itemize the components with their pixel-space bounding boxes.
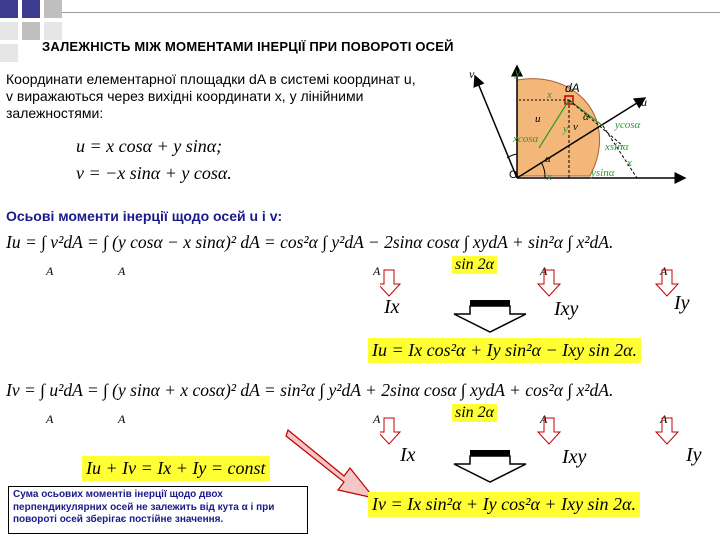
diagram-label: u [535, 113, 541, 125]
decor-square-2 [22, 0, 40, 18]
integral-limit: A [660, 412, 668, 426]
diagram-label: u [641, 95, 647, 109]
diagram-label: v [573, 121, 578, 133]
page-title: ЗАЛЕЖНІСТЬ МІЖ МОМЕНТАМИ ІНЕРЦІЇ ПРИ ПОВОРОТІ ОСЕЙ [42, 39, 454, 54]
sin2a-highlight: sin 2α [452, 404, 497, 422]
section-shape [517, 79, 600, 176]
label-Ixy: Ixy [554, 298, 579, 320]
integral-limit: A [46, 412, 54, 426]
integral-limit: A [540, 264, 548, 278]
intro-text: Координати елементарної площадки dA в системі координат u, v виражаються через вихідні координати x, y лінійними залежностями: [6, 71, 416, 121]
decor-square-6 [44, 22, 62, 40]
result-Iu: Iu = Ix cos²α + Iy sin²α − Ixy sin 2α. [368, 338, 641, 363]
big-down-arrow-2 [440, 450, 540, 484]
diagram-label: α [583, 111, 589, 123]
down-arrows-1 [380, 268, 700, 298]
Iv-equation: Iv = ∫ u²dA = ∫ (y sinα + x cosα)² dA = sin²α ∫ y²dA + 2sinα cosα ∫ xydA + cos²α ∫ x²dA. [6, 380, 614, 400]
integral-limit: A [540, 412, 548, 426]
label-Iy: Iy [686, 444, 702, 466]
decor-square-5 [44, 0, 62, 18]
result-Iv: Iv = Ix sin²α + Iy cos²α + Ixy sin 2α. [368, 492, 640, 517]
diagram-label: ycosα [615, 119, 641, 131]
diagram-label: α [545, 153, 551, 165]
integral-limit: A [373, 412, 381, 426]
rotation-diagram [455, 58, 720, 193]
v-axis [475, 76, 517, 178]
label-Ix: Ix [384, 296, 400, 318]
decor-square-3 [22, 22, 40, 40]
coord-eq-u: u = x cosα + y sinα; [76, 136, 223, 156]
decor-square-1 [0, 0, 18, 18]
Iu-equation: Iu = ∫ v²dA = ∫ (y cosα − x sinα)² dA = cos²α ∫ y²dA − 2sinα cosα ∫ xydA + sin²α ∫ x²dA. [6, 232, 614, 252]
integral-limit: A [118, 264, 126, 278]
label-Iy: Iy [674, 292, 690, 314]
diagram-label: x [547, 171, 552, 183]
diagram-label: y [515, 65, 521, 79]
integral-limit: A [118, 412, 126, 426]
sin2a-highlight: sin 2α [452, 256, 497, 274]
diagram-label: v [469, 67, 475, 81]
diagram-label: y [563, 123, 568, 135]
top-line [62, 12, 720, 13]
diagram-label: dA [565, 81, 580, 95]
axial-heading: Осьові моменти інерції щодо осей u і v: [6, 208, 283, 224]
label-Ixy: Ixy [562, 446, 587, 468]
integral-limit: A [660, 264, 668, 278]
label-Ix: Ix [400, 444, 416, 466]
integral-limit: A [373, 264, 381, 278]
diagram-label: xcosα [513, 133, 539, 145]
note-box: Сума осьових моментів інерції щодо двох перпендикулярних осей не залежить від кута α і при повороті осей зберігає постійне значення. [8, 486, 308, 534]
coord-eq-v: v = −x sinα + y cosα. [76, 163, 232, 183]
diagram-label: O [509, 169, 518, 181]
big-down-arrow-1 [440, 300, 540, 334]
diagram-label: x [547, 89, 552, 101]
diagram-label: xsinα [605, 141, 629, 153]
decor-square-4 [0, 22, 18, 40]
down-arrows-2 [380, 416, 700, 446]
diagram-label: x [627, 157, 632, 169]
invariant-eq: Iu + Iv = Ix + Iy = const [82, 456, 270, 481]
diagram-label: ysinα [591, 167, 615, 179]
integral-limit: A [46, 264, 54, 278]
decor-square-7 [0, 44, 18, 62]
